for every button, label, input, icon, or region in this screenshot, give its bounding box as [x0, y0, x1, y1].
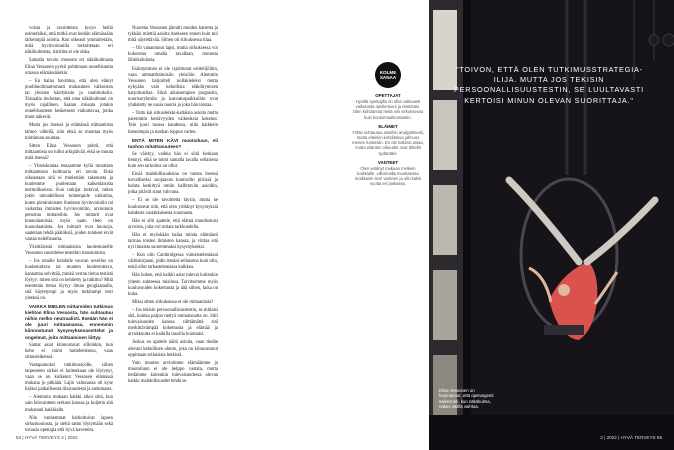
- paragraph: voista ja tavoitteista kysyn heiltä esimerkiksi, että mitkä ovat heidän elämässään tärkeimpiä asioita. Kun oikeasti ymmärretään, mitä hyvinvoinnilla tarkoitetaan eri näkökulmista, ristiriita ei ole uhka.: [25, 26, 113, 56]
- three-words-badge: [375, 62, 401, 88]
- paragraph: Miksi sitten sirkuksessa ei ole mittaamista?: [132, 299, 214, 305]
- paragraph: Niin vanhemmat haltioituivat lapsen sirkuskoulusta, ja sieltä sattui löytymään sekä tosiasia opettajia että hyvä kavereita.: [25, 415, 113, 433]
- paragraph: Hän kokee, että kaikki asiat tulevat kuitenkin yhteen suhteessa toisiinsa. Tarvitsemme myös kuuluvuuden kokemusta ja tätä siihen, kuka on kuka.: [128, 273, 218, 297]
- section-lead-paragraph: ENTÄ MITEN KÄVI muotoiluun, eli tuohon mitattavuuteen?: [128, 137, 218, 149]
- paragraph: Hän ei myöskään halua mitata elämänsä tarinaa toisten ihmisten kanssa, ja viittaa sitä nyt ilmaista suuremmaksi kysymykseksi.: [128, 232, 218, 251]
- page-footer-right: 2 | 2022 | HYVÄ TERVEYS 55: [600, 435, 662, 440]
- sidebar-heading-animals: ELÄIMET: [378, 123, 398, 129]
- paragraph: Sitten Elina Vessonen pohtii, että mittaamista on tullut arkipäivää, eikä se muuta mitä itsessä?: [25, 143, 113, 161]
- sidebar-heading-teachers: OPETTAJAT: [375, 93, 401, 98]
- sidebar-text-hoops: Olen vetänyt mukaan melkein kaikkialle. Ulkomailla muuttaessa moikkasin ison vanteen ja olin kaksi vuotta eri paikassa.: [354, 165, 422, 187]
- paragraph: Yksittäisistä mittauksista huolestuneille Vessonen suosittelee testeihin tutustumista.: [25, 245, 113, 257]
- paragraph: – Aiemmin mukaan kaikki alkoi siitä, kun sain lelovanteen serkuni kanssa ja kuljetin sitä mukanani kaikkialle.: [25, 395, 113, 413]
- paragraph: – Jos tekisin persoonallisuustestin, se mittaisi sitä, kuinka paljon tiettyä ominaisuutta on. Silti tulevaisuuden kanssa välttämättä sitä merkittävämpää kokemusta ja elämää ja arvokkuutta ei kaikilla tasoilla huomaisi.: [128, 307, 218, 338]
- section-lead-paragraph: VAIKKA MIELEN mittareiden tutkimus kiehtoo Elina Vessosta, hän suhtautuu niihin melko neutraalisti. Itseään hän ei ole juuri mittaamassa, ennemmin kiinnostunut kysymyksenasettelut ja ongelmat, joita mittaaminen liittyy.: [25, 304, 113, 340]
- paragraph: Hän ei silti ajattele, että elämä muodostuisi arvoista, joita voi mitata tarkkuudella.: [128, 218, 218, 230]
- paragraph: Vain muuten arvioimme elämäämme ja muotoiluun ei ole helppo vastata, mutta tiedämme kuitenkin tulevaisuudessa olevan kaikki mahdollisuudet tehdä se.: [128, 360, 218, 384]
- badge-line-2: SANAA: [379, 75, 397, 80]
- article-column-2: [128, 26, 218, 387]
- paragraph: Ensiä mahdollisuuksina on tuntea itsensä turvalliseksi suojaavan kontrollin piirissä ja haluta keskittyä omiin hallittaviin asioihin, jotka pitävät sinut vahvana.: [128, 172, 218, 196]
- page-footer-left: 54 | HYVÄ TERVEYS 2 | 2022: [16, 435, 78, 440]
- paragraph: – Tuttu kai sirkusleikki-kaltaisia asioita mutta paremmin kestävyyden vaikeuksia kokenut. Tein juuri tuossa kaudessa, niitä kaikkein hienoimpia ja matkan loppua varten.: [128, 111, 218, 135]
- paragraph: Vastapainoksi tutkimustyölle, siihen tarpeeseen sirkus ei kuitenkaan ole löytynyt, vaan se on kulkenut Vessosen elämässä mukana jo pitkään. Lajin valinnassa oli kyse lisäksi paikallisesta tilaisuudesta ja sattumasta.: [25, 362, 113, 393]
- paragraph: Nuorena Vessonen jännitti muiden katsetta ja tykkäsi miettiä asioita itsekseen ennen kuin tuli mitä näytettävää. Siihen oli sirkuksessa tilaa.: [128, 26, 218, 44]
- article-column-1: [25, 26, 113, 436]
- sidebar-text-teachers: Hyvillä opettajilla on ollut valtavasti vaikutusta opiskeluuni ja elämääni. Olen kohdannut heitä niin sirkuksessa kuin koulumaailmassakin.: [352, 99, 424, 120]
- right-page: [337, 0, 674, 450]
- paragraph: Se väistyy, vaikka hän ei siitä koskaan tiennyt, eikä se toimi samalla tavalla sellaisena kuin sen tarkoitus on ollut.: [128, 151, 218, 169]
- paragraph: Mutta jos itsensä ja elämänsä mittaamista tahtoo vältellä, niin ehkä se muuttaa myös toiminnan suuntaa.: [25, 123, 113, 141]
- paragraph: – Oli vanautunut lapsi, mutta sirkuksessa voi kukoistaa omalla tavallaan, monesta lähtökohdasta.: [128, 46, 218, 64]
- photo-caption: Elina Vessonen on huomannut, että opetusgenti saikenneti, kun näkökulma, näkee välillä vaihtoa.: [439, 388, 494, 410]
- paragraph: Samat asiat kiinnostavat silloinkin, kun keho ei toimi huttelemisena, vaan sirkusleikeissä.: [25, 342, 113, 360]
- pull-quote: "TOIVON, ETTÄ OLEN TUTKIMUSSTRATEGIAILIJA. MUTTA JOS TEKISIN PERSOONALLISUUSTESTIN, SE LUULTAVASTI KERTOISI MINUN OLEVAN SUORITTAJA.": [453, 65, 645, 105]
- sidebar-heading-hoops: VANTEET: [377, 159, 399, 165]
- aerial-hoop-photo: [429, 0, 674, 450]
- paragraph: – Yhteiskuntaa testaamme kyllä muuttaen mittaamisen kulttuuria eri tavoin. Ehkä oikeastaan sitä ei mielestäni rakenneta ja kuulemme puolestaan kaikenlaisista testitulikseista. Kun tutkijat tutkivat, miten jokin taloudellinen toimenpide vaikuttaa, kuten pienituloisten ihmisten hyvinvointiin tai vaikuttaa ihmisten hyvinvointiin, arvioinnin perustuu mittareihin. Jos mittarit ovat huonolaatuisia, myös saatu tieto on huonolaatuista. Jos mittarit ovat huonoja, saatetaan tehdä päätöksiä, joiden tulokset eivät vastaa todellisuutta.: [25, 163, 113, 243]
- paragraph: Esiintyminen ei ole rajoittunut esittelijöihin, vaan ammattitaitoisiin yleisöön. Aiemmin Vessonen harjoitteli nollakieleksi mutta nykyään vain kehollisia eläköitymisen harjoitustilaa. Siinä aikuisempien joogaisiin, nuorisoryhmiin ja kasvatuspaikkoihin ovat yhdistetty ne uusia nuoria ja joka hän toistaa.: [128, 66, 218, 109]
- paragraph: – En halua havahtua, että olen elänyt puolihuolimattomasti mukautuen valkoisten tai yleisten käsityksiin ja vaatimuksiin. Toisaalta tiedostan, että oma näkökulmani on myös rajallinen. Saatan missata jotakin onnellisuuteen keskeisesti vaikuttavaa, jonka muut näkevät.: [25, 78, 113, 121]
- sidebar-text-animals: Yritän suhtautua asioihin analyyttisesti, mutta eläimiin kohdistuva julmuus menee tunteisiin. En ole tutkinut asiaa, mutta eläinten oikeudet ovat lähellä sydäntäni.: [351, 129, 425, 156]
- paragraph: Samalla tavoin monesta eri näkökulmasta Elina Vessonen pyrkii pohtimaan onnellisuutta omassa elämässäänkin.: [25, 58, 113, 76]
- badge-line-1: KOLME: [379, 69, 397, 75]
- three-words-sidebar: [345, 62, 431, 189]
- paragraph: Joskus en ajattele näitä asioita, vaan tiedän olevani kehollinen olento, joka on kiinnostunut oppimaan erilaisista hetkistä.: [128, 340, 218, 358]
- paragraph: – Ei se ole tavoitteita täysin, mutta ne kuulostavat niin, että olen yrittänyt kysymyksiä kahdesta vastakkaisesta suunnasta.: [128, 198, 218, 216]
- paragraph: – Jos omalle kohdalle osuvan sovellus on huolestuttava tai muuten huolestuttava, kannattaa selvittää, minkä verran tietoa testistä löytyy: miten sitä on kehitetty ja tutkittu? Mitä enemmän tietoa löytyy ilman googlaamalla, sitä käytetympi ja myös tutkitumpi testi yleensä on.: [25, 259, 113, 301]
- paragraph: – Kun olin Cambridgessa viimeistelemässä väitöskirjaani, pidin itseäni sellaisena kuin olin, enkä ollut tarkastelemassa kaikkea.: [128, 253, 218, 271]
